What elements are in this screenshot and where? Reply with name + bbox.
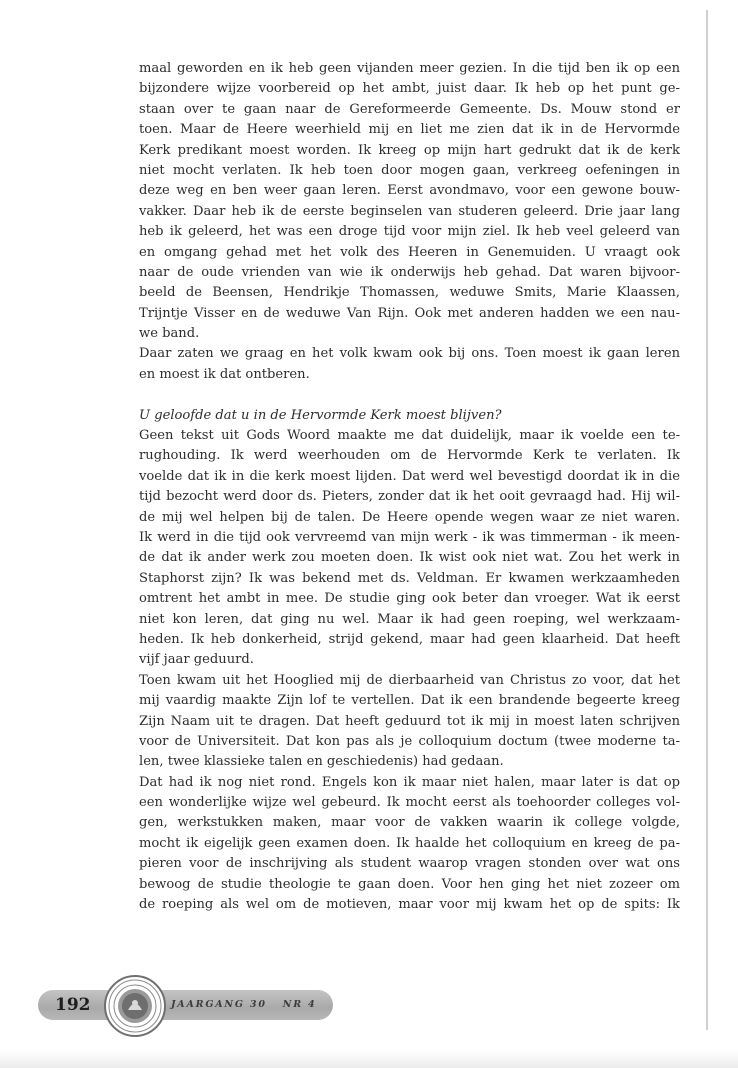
- interview-question: U geloofde dat u in de Hervormde Kerk moest blijven?: [139, 407, 502, 423]
- text-line: bijzondere wijze voorbereid op het ambt, juist daar. Ik heb op het punt ge-: [139, 81, 680, 97]
- text-line: en omgang gehad met het volk des Heeren in Genemuiden. U vraagt ook: [139, 244, 680, 260]
- text-line: voelde dat ik in die kerk moest lijden. Dat werd wel bevestigd doordat ik in die: [139, 468, 680, 484]
- text-line: mocht ik eigelijk geen examen doen. Ik haalde het colloquium en kreeg de pa-: [139, 835, 680, 851]
- text-line: niet kon leren, dat ging nu wel. Maar ik had geen roeping, wel werkzaam-: [139, 611, 680, 627]
- text-line: en moest ik dat ontberen.: [139, 366, 310, 382]
- text-line: heb ik geleerd, het was een droge tijd voor mijn ziel. Ik heb veel geleerd van: [139, 224, 680, 240]
- page-number: 192: [55, 995, 91, 1015]
- text-line: vakker. Daar heb ik de eerste beginselen van studeren geleerd. Drie jaar lang: [139, 203, 680, 219]
- text-line: we band.: [139, 326, 200, 342]
- text-line: Zijn Naam uit te dragen. Dat heeft geduurd tot ik mij in moest laten schrijven: [139, 713, 680, 729]
- text-line: Daar zaten we graag en het volk kwam ook bij ons. Toen moest ik gaan leren: [139, 346, 680, 362]
- text-line: naar de oude vrienden van wie ik onderwijs heb gehad. Dat waren bijvoor-: [139, 264, 680, 280]
- text-line: Staphorst zijn? Ik was bekend met ds. Veldman. Er kwamen werkzaamheden: [139, 570, 680, 586]
- paragraph-gap: [139, 385, 680, 405]
- text-line: voor de Universiteit. Dat kon pas als je colloquium doctum (twee moderne ta-: [139, 733, 680, 749]
- text-line: toen. Maar de Heere weerhield mij en liet me zien dat ik in de Hervormde: [139, 122, 680, 138]
- text-line: bewoog de studie theologie te gaan doen. Voor hen ging het niet zozeer om: [139, 876, 680, 892]
- text-line: deze weg en ben weer gaan leren. Eerst avondmavo, voor een gewone bouw-: [139, 183, 680, 199]
- text-line: Dat had ik nog niet rond. Engels kon ik maar niet halen, maar later is dat op: [139, 774, 680, 790]
- text-line: Trijntje Visser en de weduwe Van Rijn. Ook met anderen hadden we een nau-: [139, 305, 680, 321]
- text-line: maal geworden en ik heb geen vijanden meer gezien. In die tijd ben ik op een: [139, 61, 680, 76]
- journal-issue: NR 4: [282, 999, 317, 1010]
- text-line: Kerk predikant moest worden. Ik kreeg op mijn hart gedrukt dat ik de kerk: [139, 142, 680, 158]
- article-body: [139, 59, 680, 915]
- text-line: Toen kwam uit het Hooglied mij de dierbaarheid van Christus zo voor, dat het: [139, 672, 680, 688]
- text-line: heden. Ik heb donkerheid, strijd gekend, maar had geen klaarheid. Dat heeft: [139, 631, 680, 647]
- text-line: de dat ik ander werk zou moeten doen. Ik wist ook niet wat. Zou het werk in: [139, 550, 680, 566]
- text-line: niet mocht verlaten. Ik heb toen door mogen gaan, verkreeg oefeningen in: [139, 162, 680, 178]
- page-bottom-edge: [0, 1050, 738, 1068]
- text-line: pieren voor de inschrijving als student waarop vragen stonden over wat ons: [139, 856, 680, 872]
- text-line: len, twee klassieke talen en geschiedenis) had gedaan.: [139, 754, 504, 770]
- journal-volume: JAARGANG 30: [171, 999, 267, 1010]
- text-line: de mij wel helpen bij de talen. De Heere opende wegen waar ze niet waren.: [139, 509, 680, 525]
- text-line: tijd bezocht werd door ds. Pieters, zonder dat ik het ooit gevraagd had. Hij wil-: [139, 489, 680, 505]
- text-line: de roeping als wel om de motieven, maar voor mij kwam het op de spits: Ik: [139, 897, 680, 913]
- text-line: gen, werkstukken maken, maar voor de vakken waarin ik college volgde,: [139, 815, 680, 831]
- text-line: vijf jaar geduurd.: [139, 652, 254, 668]
- text-line: Ik werd in die tijd ook vervreemd van mijn werk - ik was timmerman - ik meen-: [139, 529, 680, 545]
- journal-label: [171, 992, 316, 1018]
- text-line: omtrent het ambt in mee. De studie ging ook beter dan vroeger. Wat ik eerst: [139, 591, 680, 607]
- text-line: mij vaardig maakte Zijn lof te vertellen. Dat ik een brandende begeerte kreeg: [139, 693, 680, 709]
- text-line: beeld de Beensen, Hendrikje Thomassen, weduwe Smits, Marie Klaassen,: [139, 285, 680, 301]
- text-line: Geen tekst uit Gods Woord maakte me dat duidelijk, maar ik voelde een te-: [139, 428, 680, 444]
- text-line: rughouding. Ik werd weerhouden om de Hervormde Kerk te verlaten. Ik: [139, 448, 680, 464]
- page-edge: [706, 10, 708, 1030]
- text-line: staan over te gaan naar de Gereformeerde Gemeente. Ds. Mouw stond er: [139, 101, 680, 117]
- journal-seal-icon: [104, 975, 166, 1037]
- text-line: een wonderlijke wijze wel gebeurd. Ik mocht eerst als toehoorder colleges vol-: [139, 795, 680, 811]
